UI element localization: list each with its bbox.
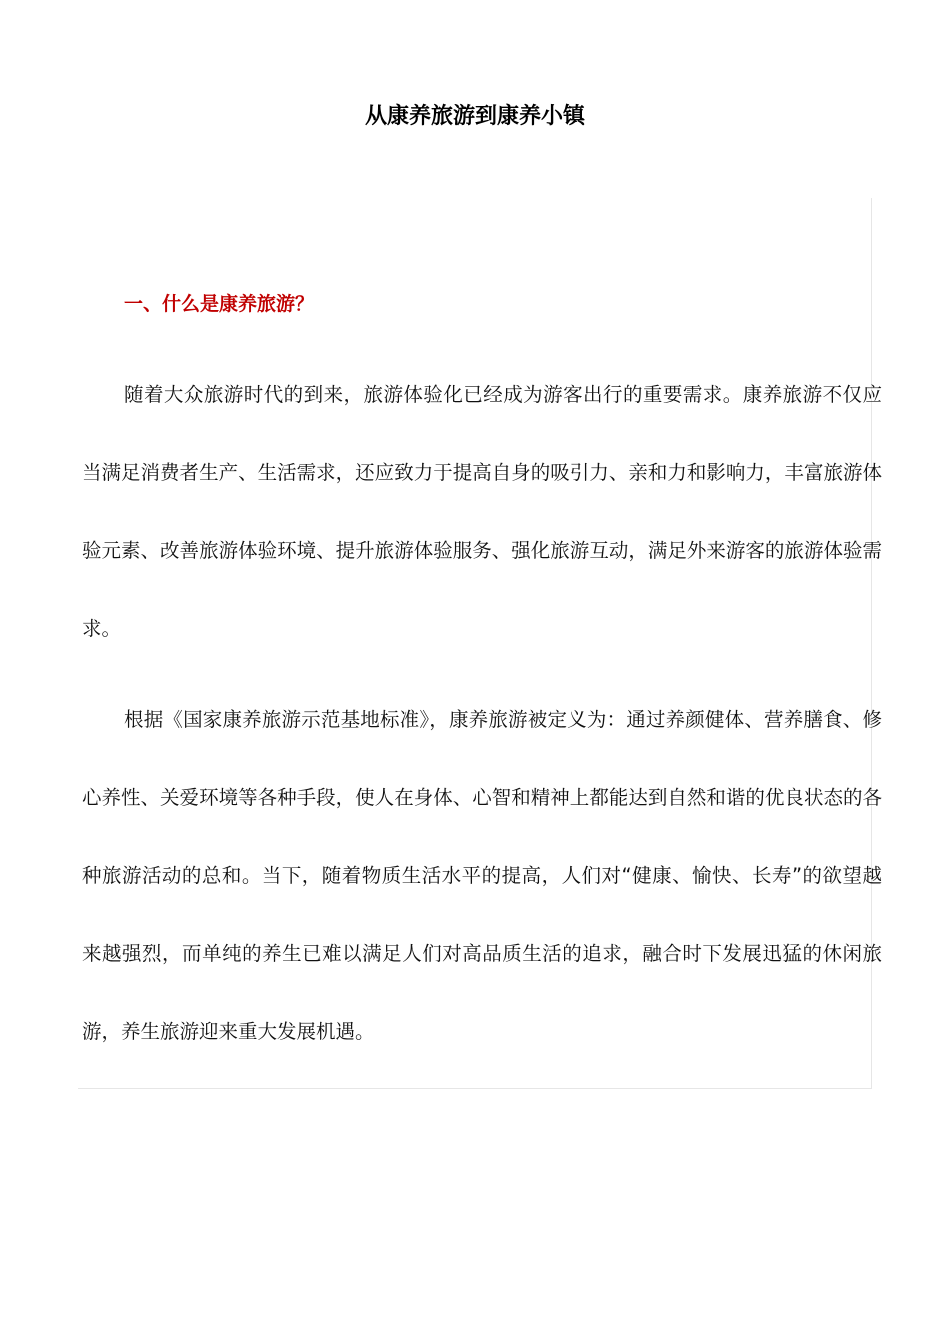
body-paragraph-2: 根据《国家康养旅游示范基地标准》，康养旅游被定义为：通过养颜健体、营养膳食、修心养性、关爱环境等各种手段，使人在身体、心智和精神上都能达到自然和谐的优良状态的各种旅游活动的总和。当下，随着物质生活水平的提高，人们对“健康、愉快、长寿”的欲望越来越强烈，而单纯的养生已难以满足人们对高品质生活的追求，融合时下发展迅猛的休闲旅游，养生旅游迎来重大发展机遇。 bbox=[82, 708, 882, 1043]
section-heading: 一、什么是康养旅游？ bbox=[124, 293, 315, 315]
document-title: 从康养旅游到康养小镇 bbox=[364, 104, 585, 129]
body-paragraph-1: 随着大众旅游时代的到来，旅游体验化已经成为游客出行的重要需求。康养旅游不仅应当满足消费者生产、生活需求，还应致力于提高自身的吸引力、亲和力和影响力，丰富旅游体验元素、改善旅游体验环境、提升旅游体验服务、强化旅游互动，满足外来游客的旅游体验需求。 bbox=[82, 383, 882, 640]
